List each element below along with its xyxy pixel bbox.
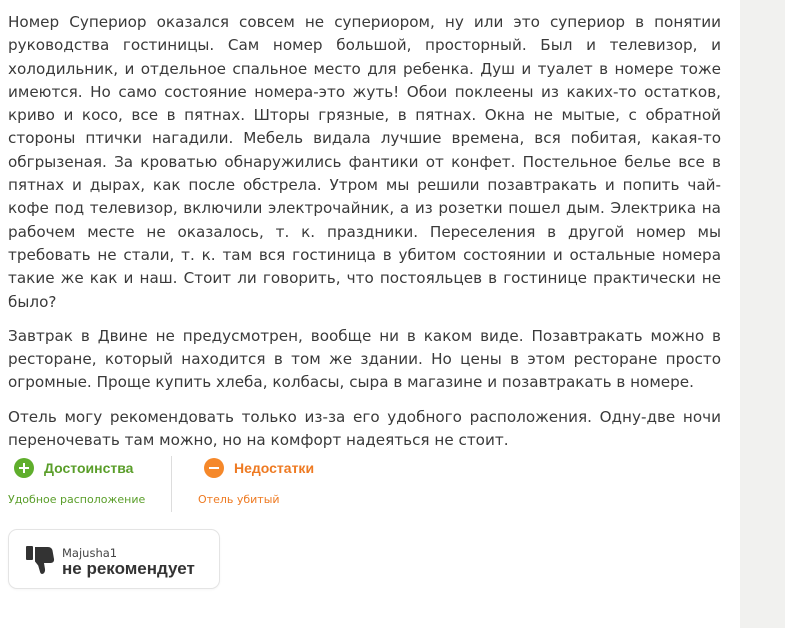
pros-cons-divider: [171, 456, 172, 512]
cons-header: [198, 454, 398, 482]
author-name[interactable]: Majusha1: [62, 546, 118, 560]
cons-title: Недостатки: [234, 460, 315, 476]
pros-header: [8, 454, 171, 482]
author-verdict-card[interactable]: [8, 529, 220, 589]
pros-column: [8, 454, 171, 506]
right-sidebar-background: [740, 0, 785, 628]
plus-circle-icon: [14, 458, 34, 478]
pros-item: Удобное расположение: [8, 493, 146, 506]
review-paragraph-3: Отель могу рекомендовать только из-за его удобного расположения. Одну-две ночи переночевать там можно, но на комфорт надеяться не стоит.: [8, 407, 721, 450]
thumbs-down-icon: [25, 544, 55, 576]
pros-cons-section: [8, 454, 508, 512]
review-paragraph-2: Завтрак в Двине не предусмотрен, вообще ни в каком виде. Позавтракать можно в ресторане, который находится в том же здании. Но цены в этом ресторане просто огромные. Проще купить хлеба, колбасы, сыра в магазине и позавтракать в номере.: [8, 326, 721, 392]
verdict-label: не рекомендует: [62, 559, 195, 578]
cons-column: [198, 454, 398, 506]
review-text: [8, 11, 721, 463]
pros-title: Достоинства: [44, 460, 134, 476]
review-paragraph-1: Номер Супериор оказался совсем не супериором, ну или это супериор в понятии руководства гостиницы. Сам номер большой, просторный. Был и телевизор, и холодильник, и отдельное спальное место для ребенка. Душ и туалет в номере тоже имеются. Но само состояние номера-это жуть! Обои поклеены из каких-то остатков, криво и косо, все в пятнах. Шторы грязные, в пятнах. Окна не мытые, с обратной стороны птички нагадили. Мебель видала лучшие времена, вся побитая, какая-то обгрызеная. За кроватью обнаружились фантики от конфет. Постельное белье все в пятнах и дырах, как после обстрела. Утром мы решили позавтракать и попить чай-кофе под телевизор, включили электрочайник, а из розетки пошел дым. Электрика на рабочем месте не оказалось, т. к. праздники. Переселения в другой номер мы требовать не стали, т. к. там вся гостиница в убитом состоянии и остальные номера такие же как и наш. Стоит ли говорить, что постояльцев в гостинице практически не было?: [8, 13, 721, 311]
cons-item: Отель убитый: [198, 493, 280, 506]
minus-circle-icon: [204, 458, 224, 478]
